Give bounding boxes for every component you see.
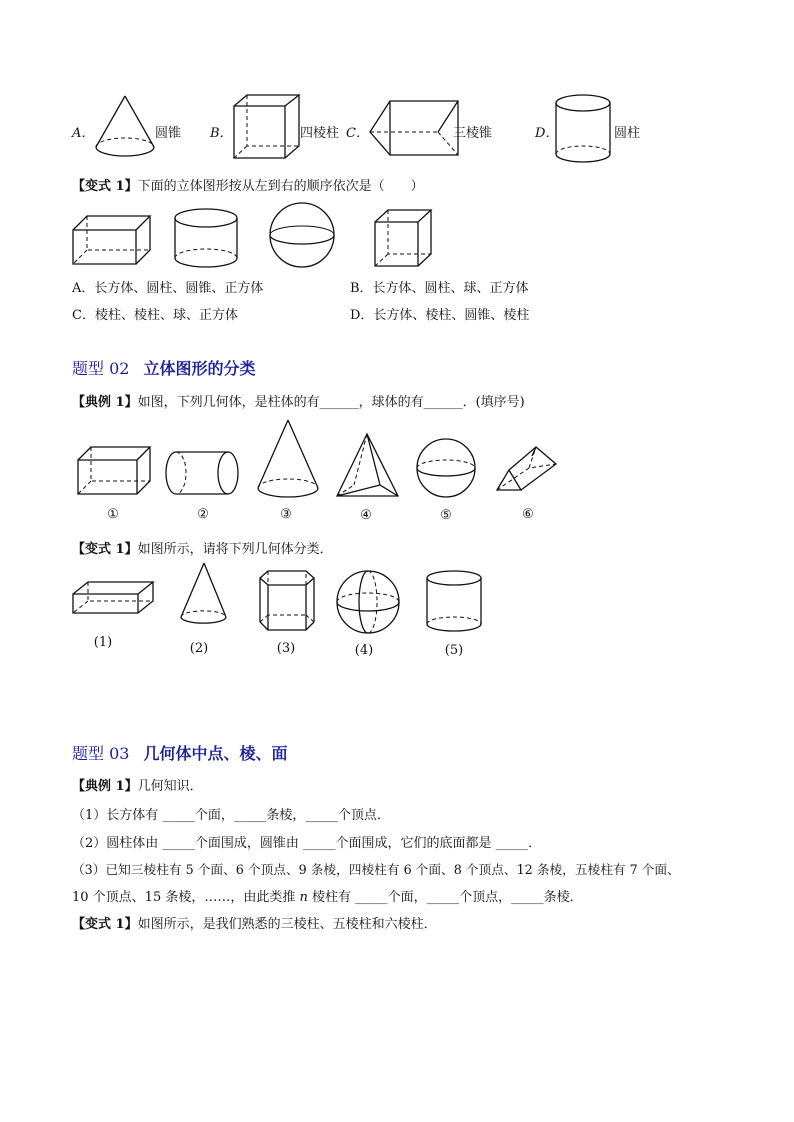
option-d-letter: D． — [535, 126, 559, 141]
question-line-2: （2）圆柱体由 _____个面围成，圆锥由 _____个面围成，它们的底面都是 _____． — [72, 836, 542, 851]
line-4-start: 10 个顶点、15 条棱，……，由此类推 — [72, 890, 300, 905]
option-d: D．长方体、棱柱、圆锥、棱柱 — [350, 308, 530, 323]
section-number: 题型 02 — [72, 359, 130, 378]
label-4: (4) — [354, 643, 374, 658]
label-6: ⑥ — [522, 507, 534, 522]
option-c-label: 三棱锥 — [453, 126, 493, 141]
label-5: ⑤ — [440, 508, 452, 523]
option-c: C．棱柱、棱柱、球、正方体 — [72, 308, 238, 323]
option-b-label: 四棱柱 — [300, 126, 340, 141]
cylinder-figure-5 — [426, 570, 484, 634]
label-2: ② — [197, 507, 209, 522]
question-line-4 — [72, 886, 583, 905]
label-4: ④ — [360, 508, 372, 523]
example-question — [72, 391, 525, 410]
question-line-1: （1）长方体有 _____个面，_____条棱，_____个顶点． — [72, 808, 390, 823]
section-title: 几何体中点、棱、面 — [143, 744, 288, 763]
flat-cuboid-figure-1 — [72, 580, 156, 616]
example-tag: 【典例 1】 — [72, 395, 138, 410]
variant-tag: 【变式 1】 — [72, 542, 138, 557]
cylinder-figure-d — [555, 94, 615, 166]
cuboid-figure — [72, 212, 152, 268]
sphere-figure-5 — [416, 438, 478, 500]
label-2: (2) — [189, 641, 209, 656]
cone-figure-a — [94, 94, 160, 164]
sphere-figure — [269, 202, 337, 270]
section-03-heading — [72, 741, 287, 764]
option-b-letter: B． — [210, 126, 233, 141]
variant-tag: 【变式 1】 — [72, 917, 138, 932]
variant-tag: 【变式 1】 — [72, 179, 138, 194]
question-text: 下面的立体图形按从左到右的顺序依次是（ ） — [137, 179, 424, 194]
section-number: 题型 03 — [72, 744, 130, 763]
cuboid-figure-1 — [77, 444, 153, 496]
variant-text: 如图所示，是我们熟悉的三棱柱、五棱柱和六棱柱． — [137, 917, 437, 932]
cube-figure — [374, 208, 434, 270]
option-a-label: 圆锥 — [155, 126, 182, 141]
line-4-end: 棱柱有 _____个面，_____个顶点，_____条棱． — [307, 890, 583, 905]
option-d-label: 圆柱 — [614, 126, 641, 141]
section-title: 立体图形的分类 — [143, 359, 256, 378]
sphere-figure-4 — [336, 570, 402, 636]
question-line-3: （3）已知三棱柱有 5 个面、6 个顶点、9 条棱，四棱柱有 6 个面、8 个顶点、12 条棱，五棱柱有 7 个面、 — [72, 862, 680, 877]
label-1: (1) — [93, 635, 113, 650]
cylinder-figure — [174, 208, 240, 270]
label-1: ① — [107, 507, 119, 522]
option-b: B．长方体、圆柱、球、正方体 — [350, 281, 529, 296]
cylinder-figure-2 — [166, 451, 240, 497]
variant-question — [72, 913, 437, 932]
hexagonal-prism-figure-3 — [258, 570, 318, 634]
variant-question — [72, 538, 333, 557]
example-text: 如图，下列几何体，是柱体的有______，球体的有______．(填序号) — [137, 395, 525, 410]
cone-figure-2 — [178, 562, 228, 624]
variant1-question — [72, 175, 424, 194]
section-02-heading — [72, 356, 255, 379]
label-3: ③ — [280, 507, 292, 522]
cube-figure-b — [233, 94, 301, 164]
example-tag: 【典例 1】 — [72, 779, 138, 794]
variable-n: n — [299, 890, 308, 905]
option-a: A．长方体、圆柱、圆锥、正方体 — [72, 281, 264, 296]
option-c-letter: C． — [346, 126, 369, 141]
label-5: (5) — [444, 643, 464, 658]
option-a-letter: A． — [72, 126, 95, 141]
cone-figure-3 — [256, 418, 322, 498]
prism-figure-c — [370, 100, 462, 160]
example-text: 几何知识． — [137, 779, 203, 794]
label-3: (3) — [276, 641, 296, 656]
triangular-prism-figure-6 — [496, 446, 560, 496]
pyramid-figure-4 — [336, 432, 400, 498]
variant-text: 如图所示，请将下列几何体分类． — [137, 542, 333, 557]
example-question — [72, 775, 203, 794]
